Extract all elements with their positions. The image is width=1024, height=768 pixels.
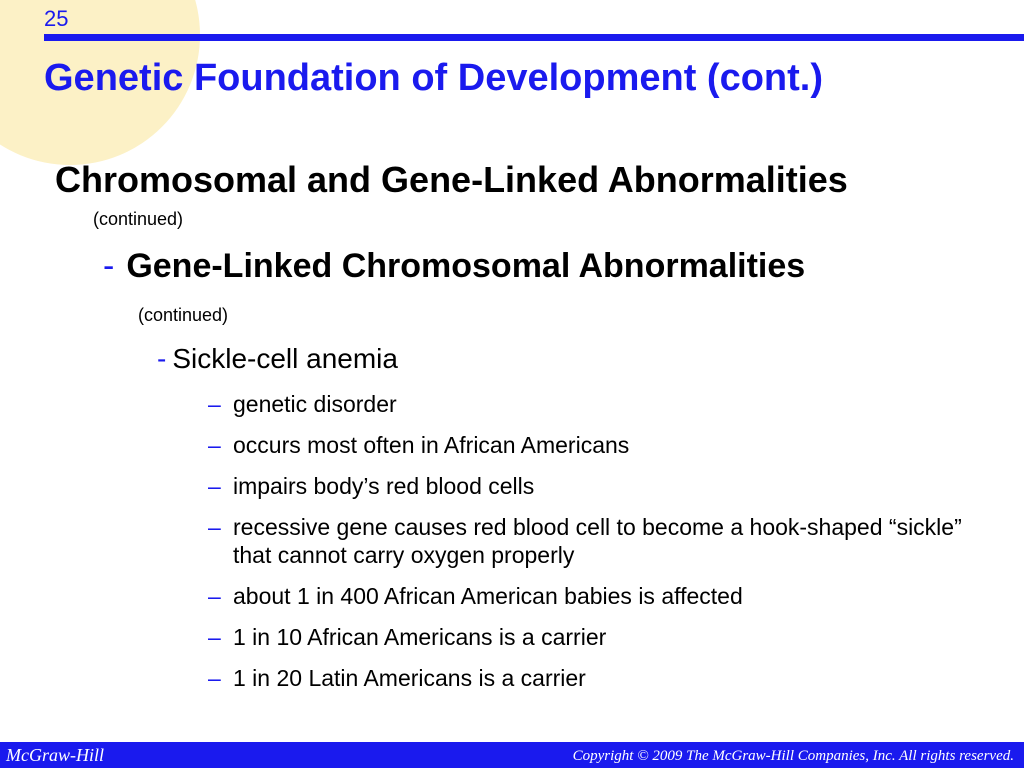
bullet-dash: – <box>208 473 221 499</box>
bullet-dash: – <box>208 624 221 650</box>
list-item <box>208 623 978 651</box>
sub-heading-note: (continued) <box>138 305 229 325</box>
bullet-dash: – <box>208 583 221 609</box>
bullet-list <box>208 390 978 705</box>
bullet-dash: – <box>208 391 221 417</box>
topic-text: Sickle-cell anemia <box>172 343 398 374</box>
bullet-text: recessive gene causes red blood cell to become a hook-shaped “sickle” that cannot carry oxygen properly <box>233 514 962 568</box>
topic <box>157 344 398 375</box>
footer-publisher: McGraw-Hill <box>6 745 104 765</box>
bullet-text: about 1 in 400 African American babies is affected <box>233 583 743 609</box>
bullet-text: impairs body’s red blood cells <box>233 473 535 499</box>
list-item <box>208 664 978 692</box>
title-rule <box>44 34 1024 41</box>
slide-number: 25 <box>44 6 69 31</box>
bullet-dash: – <box>208 514 221 540</box>
slide-title: Genetic Foundation of Development (cont.) <box>44 57 823 99</box>
list-item <box>208 472 978 500</box>
bullet-text: 1 in 20 Latin Americans is a carrier <box>233 665 586 691</box>
list-item <box>208 431 978 459</box>
bullet-text: genetic disorder <box>233 391 397 417</box>
sub-heading-dash: - <box>103 247 115 285</box>
sub-heading-text: Gene-Linked Chromosomal Abnormalities <box>126 247 806 285</box>
topic-dash: - <box>157 343 167 374</box>
section-heading-note: (continued) <box>93 209 184 229</box>
footer-copyright: Copyright © 2009 The McGraw-Hill Companies, Inc. All rights reserved. <box>572 748 1014 764</box>
sub-heading <box>103 248 805 285</box>
section-heading: Chromosomal and Gene-Linked Abnormalities <box>55 159 848 200</box>
bullet-text: 1 in 10 African Americans is a carrier <box>233 624 607 650</box>
list-item <box>208 390 978 418</box>
bullet-text: occurs most often in African Americans <box>233 432 630 458</box>
list-item <box>208 582 978 610</box>
bullet-dash: – <box>208 665 221 691</box>
list-item <box>208 513 978 569</box>
bullet-dash: – <box>208 432 221 458</box>
